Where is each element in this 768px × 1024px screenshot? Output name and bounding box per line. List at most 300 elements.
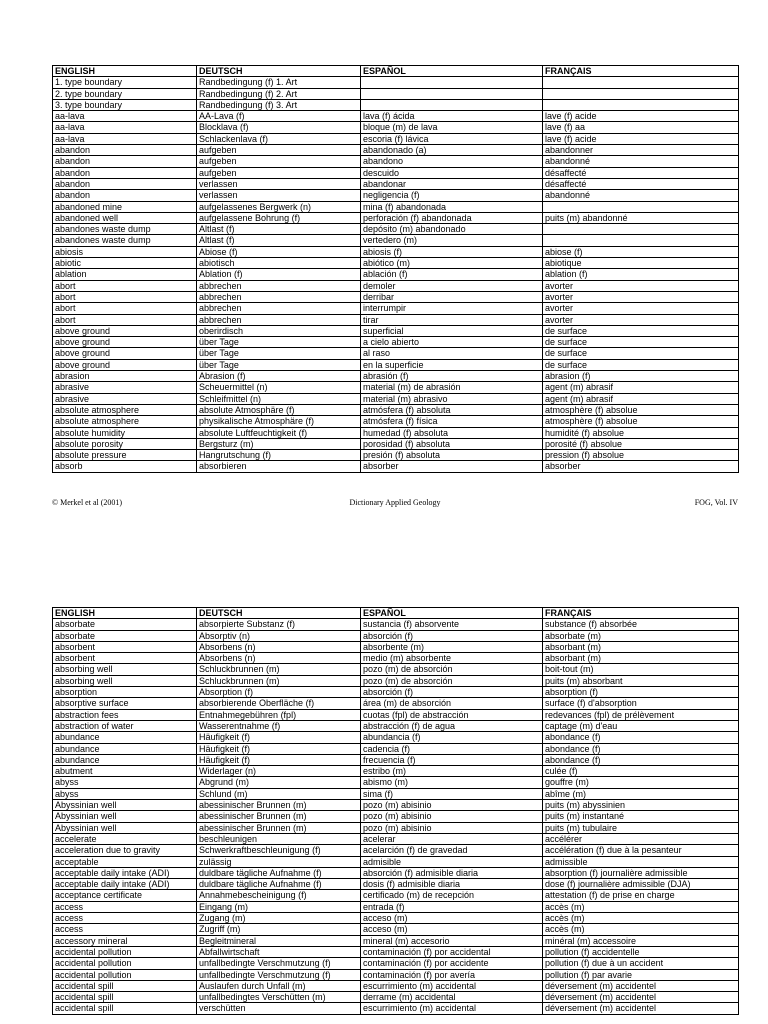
cell-espanol: pozo (m) abisinio [361,800,543,811]
table-row [53,359,739,370]
cell-deutsch: Begleitmineral [197,935,361,946]
cell-francais: surface (f) d'absorption [543,698,739,709]
table-row [53,958,739,969]
cell-deutsch: Schlackenlava (f) [197,133,361,144]
cell-espanol: acelarción (f) de gravedad [361,845,543,856]
header-francais: FRANÇAIS [543,66,739,77]
cell-english: abundance [53,743,197,754]
cell-english: acceptable [53,856,197,867]
cell-deutsch: Hangrutschung (f) [197,450,361,461]
cell-deutsch: oberirdisch [197,325,361,336]
cell-espanol: a cielo abierto [361,337,543,348]
cell-english: absolute porosity [53,438,197,449]
table-row [53,641,739,652]
cell-deutsch: Scheuermittel (n) [197,382,361,393]
table-row [53,788,739,799]
table-row [53,675,739,686]
table-row [53,111,739,122]
dictionary-table-1 [52,65,739,473]
cell-francais: avorter [543,291,739,302]
cell-francais: agent (m) abrasif [543,382,739,393]
cell-espanol: negligencia (f) [361,190,543,201]
cell-english: 1. type boundary [53,77,197,88]
header-espanol: ESPAÑOL [361,608,543,619]
cell-francais: désaffecté [543,167,739,178]
cell-deutsch: Schluckbrunnen (m) [197,675,361,686]
cell-espanol: ablación (f) [361,269,543,280]
table-row [53,178,739,189]
cell-francais: puits (m) instantané [543,811,739,822]
cell-francais: culée (f) [543,766,739,777]
table-row [53,235,739,246]
cell-espanol: atmósfera (f) absoluta [361,404,543,415]
cell-espanol: absorber [361,461,543,472]
cell-francais [543,99,739,110]
cell-francais: absorbant (m) [543,641,739,652]
cell-english: acceleration due to gravity [53,845,197,856]
cell-espanol: certificado (m) de recepción [361,890,543,901]
table-row [53,337,739,348]
table-row [53,246,739,257]
cell-francais: dose (f) journalière admissible (DJA) [543,879,739,890]
cell-francais: puits (m) absorbant [543,675,739,686]
cell-francais: déversement (m) accidentel [543,980,739,991]
cell-espanol: área (m) de absorción [361,698,543,709]
cell-english: aa-lava [53,111,197,122]
table-row [53,190,739,201]
cell-english: abandones waste dump [53,224,197,235]
cell-francais: minéral (m) accessoire [543,935,739,946]
cell-english: absorptive surface [53,698,197,709]
cell-espanol: sima (f) [361,788,543,799]
table-row [53,167,739,178]
cell-espanol: depósito (m) abandonado [361,224,543,235]
cell-espanol: interrumpir [361,303,543,314]
cell-espanol: tirar [361,314,543,325]
header-english: ENGLISH [53,608,197,619]
table-body-1 [53,77,739,472]
cell-english: accidental pollution [53,946,197,957]
cell-deutsch: unfallbedingte Verschmutzung (f) [197,958,361,969]
cell-espanol: material (m) abrasivo [361,393,543,404]
cell-francais: substance (f) absorbée [543,619,739,630]
table-row [53,766,739,777]
cell-francais: admissible [543,856,739,867]
cell-english: abstraction fees [53,709,197,720]
table-row [53,969,739,980]
cell-deutsch: Randbedingung (f) 2. Art [197,88,361,99]
table-row [53,879,739,890]
cell-francais: abandonné [543,156,739,167]
cell-english: absolute pressure [53,450,197,461]
cell-deutsch: Absorbens (n) [197,653,361,664]
cell-english: 2. type boundary [53,88,197,99]
cell-deutsch: Häufigkeit (f) [197,732,361,743]
cell-deutsch: Zugang (m) [197,913,361,924]
cell-francais: redevances (fpl) de prélèvement [543,709,739,720]
cell-espanol: pozo (m) de absorción [361,675,543,686]
cell-english: access [53,913,197,924]
cell-francais: abondance (f) [543,732,739,743]
cell-francais: abandonner [543,145,739,156]
cell-deutsch: Häufigkeit (f) [197,754,361,765]
cell-deutsch: Schluckbrunnen (m) [197,664,361,675]
cell-deutsch: absolute Atmosphäre (f) [197,404,361,415]
cell-deutsch: über Tage [197,359,361,370]
cell-deutsch: unfallbedingtes Verschütten (m) [197,992,361,1003]
cell-espanol: presión (f) absoluta [361,450,543,461]
table-row [53,890,739,901]
cell-francais: captage (m) d'eau [543,720,739,731]
cell-deutsch: Schlund (m) [197,788,361,799]
cell-francais [543,224,739,235]
table-row [53,269,739,280]
cell-francais: puits (m) tubulaire [543,822,739,833]
cell-espanol: al raso [361,348,543,359]
cell-espanol: mineral (m) accesorio [361,935,543,946]
cell-deutsch: Eingang (m) [197,901,361,912]
cell-english: abutment [53,766,197,777]
cell-espanol: derrame (m) accidental [361,992,543,1003]
cell-espanol: acceso (m) [361,913,543,924]
cell-francais: accélération (f) due à la pesanteur [543,845,739,856]
cell-espanol: escurrimiento (m) accidental [361,980,543,991]
cell-francais: de surface [543,337,739,348]
cell-francais: attestation (f) de prise en charge [543,890,739,901]
cell-francais: pollution (f) due à un accident [543,958,739,969]
table-row [53,619,739,630]
cell-english: abort [53,291,197,302]
cell-english: above ground [53,325,197,336]
table-row [53,325,739,336]
cell-english: aa-lava [53,133,197,144]
cell-francais [543,201,739,212]
cell-francais: de surface [543,325,739,336]
table-row [53,720,739,731]
cell-english: absorbent [53,641,197,652]
cell-deutsch: unfallbedingte Verschmutzung (f) [197,969,361,980]
cell-espanol: abiosis (f) [361,246,543,257]
header-row [53,66,739,77]
cell-deutsch: duldbare tägliche Aufnahme (f) [197,867,361,878]
cell-francais: pression (f) absolue [543,450,739,461]
cell-francais: atmosphère (f) absolue [543,416,739,427]
cell-english: abandon [53,156,197,167]
cell-espanol: escurrimiento (m) accidental [361,1003,543,1014]
cell-francais: accélérer [543,833,739,844]
header-row [53,608,739,619]
cell-deutsch: Entnahmegebühren (fpl) [197,709,361,720]
header-deutsch: DEUTSCH [197,608,361,619]
table-row [53,664,739,675]
cell-francais: accès (m) [543,901,739,912]
table-row [53,924,739,935]
cell-english: accelerate [53,833,197,844]
cell-espanol: abundancia (f) [361,732,543,743]
cell-francais: abiotique [543,258,739,269]
cell-deutsch: Abiose (f) [197,246,361,257]
cell-espanol: acelerar [361,833,543,844]
cell-deutsch: Randbedingung (f) 3. Art [197,99,361,110]
cell-english: abiosis [53,246,197,257]
cell-francais: lave (f) acide [543,111,739,122]
table-row [53,212,739,223]
cell-deutsch: Bergsturz (m) [197,438,361,449]
cell-english: accidental pollution [53,958,197,969]
cell-francais: abondance (f) [543,754,739,765]
table-row [53,99,739,110]
cell-espanol: abandonado (a) [361,145,543,156]
cell-deutsch: abessinischer Brunnen (m) [197,822,361,833]
cell-francais: accès (m) [543,913,739,924]
table-row [53,382,739,393]
cell-english: above ground [53,359,197,370]
cell-espanol: perforación (f) abandonada [361,212,543,223]
table-row [53,913,739,924]
cell-francais: abiose (f) [543,246,739,257]
table-row [53,653,739,664]
cell-francais: absorber [543,461,739,472]
cell-english: above ground [53,348,197,359]
cell-english: abiotic [53,258,197,269]
cell-espanol: abiótico (m) [361,258,543,269]
cell-english: aa-lava [53,122,197,133]
table-row [53,946,739,957]
dictionary-page-2 [52,607,738,1015]
cell-francais: gouffre (m) [543,777,739,788]
cell-espanol: absorción (f) admisible diaria [361,867,543,878]
cell-espanol: demoler [361,280,543,291]
cell-espanol: escoria (f) lávica [361,133,543,144]
cell-francais: porosité (f) absolue [543,438,739,449]
cell-deutsch: Schwerkraftbeschleunigung (f) [197,845,361,856]
table-row [53,845,739,856]
cell-francais: abandonné [543,190,739,201]
table-row [53,404,739,415]
table-row [53,427,739,438]
dictionary-page-1 [52,65,738,473]
cell-english: 3. type boundary [53,99,197,110]
cell-deutsch: aufgeben [197,167,361,178]
table-row [53,800,739,811]
cell-espanol: descuido [361,167,543,178]
cell-francais: désaffecté [543,178,739,189]
cell-espanol: atmósfera (f) física [361,416,543,427]
cell-francais: boit-tout (m) [543,664,739,675]
cell-francais [543,235,739,246]
cell-espanol: superficial [361,325,543,336]
cell-deutsch: abbrechen [197,303,361,314]
cell-english: abyss [53,777,197,788]
table-row [53,371,739,382]
cell-deutsch: Abfallwirtschaft [197,946,361,957]
table-row [53,416,739,427]
cell-deutsch: AA-Lava (f) [197,111,361,122]
cell-espanol: contaminación (f) por accidente [361,958,543,969]
cell-deutsch: aufgeben [197,156,361,167]
cell-deutsch: Ablation (f) [197,269,361,280]
table-row [53,77,739,88]
cell-francais: pollution (f) par avarie [543,969,739,980]
cell-english: absorbate [53,619,197,630]
cell-francais: abrasion (f) [543,371,739,382]
cell-deutsch: über Tage [197,348,361,359]
header-deutsch: DEUTSCH [197,66,361,77]
table-row [53,291,739,302]
cell-english: abandon [53,178,197,189]
cell-espanol: mina (f) abandonada [361,201,543,212]
dictionary-table-2 [52,607,739,1015]
cell-deutsch: zulässig [197,856,361,867]
table-row [53,122,739,133]
cell-english: absorption [53,687,197,698]
cell-deutsch: Widerlager (n) [197,766,361,777]
cell-espanol: dosis (f) admisible diaria [361,879,543,890]
cell-english: acceptable daily intake (ADI) [53,879,197,890]
cell-english: absorb [53,461,197,472]
cell-espanol: lava (f) ácida [361,111,543,122]
cell-francais: pollution (f) accidentelle [543,946,739,957]
cell-english: abrasive [53,393,197,404]
cell-deutsch: über Tage [197,337,361,348]
cell-francais [543,88,739,99]
cell-english: ablation [53,269,197,280]
cell-espanol: abrasión (f) [361,371,543,382]
cell-english: abort [53,314,197,325]
cell-english: absolute atmosphere [53,404,197,415]
cell-espanol: estribo (m) [361,766,543,777]
cell-francais: accès (m) [543,924,739,935]
cell-deutsch: Zugriff (m) [197,924,361,935]
cell-francais: atmosphère (f) absolue [543,404,739,415]
cell-espanol: abandonar [361,178,543,189]
table-row [53,754,739,765]
cell-francais: de surface [543,348,739,359]
cell-english: abandones waste dump [53,235,197,246]
cell-francais: absorption (f) [543,687,739,698]
table-row [53,935,739,946]
cell-espanol: abismo (m) [361,777,543,788]
cell-francais: avorter [543,303,739,314]
cell-espanol: absorción (f) [361,687,543,698]
table-row [53,822,739,833]
cell-espanol: humedad (f) absoluta [361,427,543,438]
cell-deutsch: abbrechen [197,280,361,291]
header-espanol: ESPAÑOL [361,66,543,77]
cell-francais: déversement (m) accidentel [543,992,739,1003]
table-row [53,133,739,144]
table-row [53,732,739,743]
table-row [53,348,739,359]
cell-english: abundance [53,754,197,765]
cell-espanol: pozo (m) abisinio [361,822,543,833]
cell-espanol: abandono [361,156,543,167]
cell-espanol: contaminación (f) por avería [361,969,543,980]
table-row [53,743,739,754]
cell-english: absorbing well [53,675,197,686]
table-row [53,145,739,156]
cell-english: abrasive [53,382,197,393]
cell-espanol: medio (m) absorbente [361,653,543,664]
cell-english: accessory mineral [53,935,197,946]
cell-francais: abondance (f) [543,743,739,754]
cell-francais: absorbant (m) [543,653,739,664]
cell-deutsch: absorpierte Substanz (f) [197,619,361,630]
table-row [53,687,739,698]
cell-espanol: cuotas (fpl) de abstracción [361,709,543,720]
cell-deutsch: verlassen [197,178,361,189]
cell-english: absolute humidity [53,427,197,438]
table-row [53,856,739,867]
cell-english: above ground [53,337,197,348]
cell-english: abandoned mine [53,201,197,212]
table-row [53,709,739,720]
header-english: ENGLISH [53,66,197,77]
table-row [53,258,739,269]
cell-deutsch: Schleifmittel (n) [197,393,361,404]
cell-english: accidental pollution [53,969,197,980]
cell-deutsch: Absorbens (n) [197,641,361,652]
cell-deutsch: absorbieren [197,461,361,472]
table-row [53,777,739,788]
cell-deutsch: Abgrund (m) [197,777,361,788]
cell-deutsch: abbrechen [197,291,361,302]
cell-espanol: absorción (f) [361,630,543,641]
table-row [53,901,739,912]
cell-deutsch: physikalische Atmosphäre (f) [197,416,361,427]
cell-espanol [361,99,543,110]
cell-english: absolute atmosphere [53,416,197,427]
table-row [53,461,739,472]
cell-deutsch: aufgelassenes Bergwerk (n) [197,201,361,212]
cell-francais: de surface [543,359,739,370]
cell-deutsch: Altlast (f) [197,235,361,246]
cell-deutsch: aufgelassene Bohrung (f) [197,212,361,223]
cell-deutsch: verlassen [197,190,361,201]
cell-deutsch: Annahmebescheinigung (f) [197,890,361,901]
cell-espanol: vertedero (m) [361,235,543,246]
cell-francais: abîme (m) [543,788,739,799]
cell-english: abort [53,280,197,291]
cell-english: abundance [53,732,197,743]
cell-francais: lave (f) acide [543,133,739,144]
cell-deutsch: Auslaufen durch Unfall (m) [197,980,361,991]
cell-deutsch: duldbare tägliche Aufnahme (f) [197,879,361,890]
cell-deutsch: absolute Luftfeuchtigkeit (f) [197,427,361,438]
cell-english: abyss [53,788,197,799]
cell-english: Abyssinian well [53,800,197,811]
cell-espanol: sustancia (f) absorvente [361,619,543,630]
cell-deutsch: Wasserentnahme (f) [197,720,361,731]
cell-deutsch: abiotisch [197,258,361,269]
cell-english: abrasion [53,371,197,382]
cell-english: accidental spill [53,992,197,1003]
cell-english: Abyssinian well [53,822,197,833]
header-francais: FRANÇAIS [543,608,739,619]
cell-english: acceptance certificate [53,890,197,901]
cell-espanol: contaminación (f) por accidental [361,946,543,957]
table-row [53,303,739,314]
table-row [53,224,739,235]
cell-deutsch: beschleunigen [197,833,361,844]
cell-english: absorbate [53,630,197,641]
cell-espanol: abstracción (f) de agua [361,720,543,731]
cell-espanol [361,88,543,99]
table-row [53,867,739,878]
table-row [53,88,739,99]
cell-espanol: cadencia (f) [361,743,543,754]
table-row [53,698,739,709]
